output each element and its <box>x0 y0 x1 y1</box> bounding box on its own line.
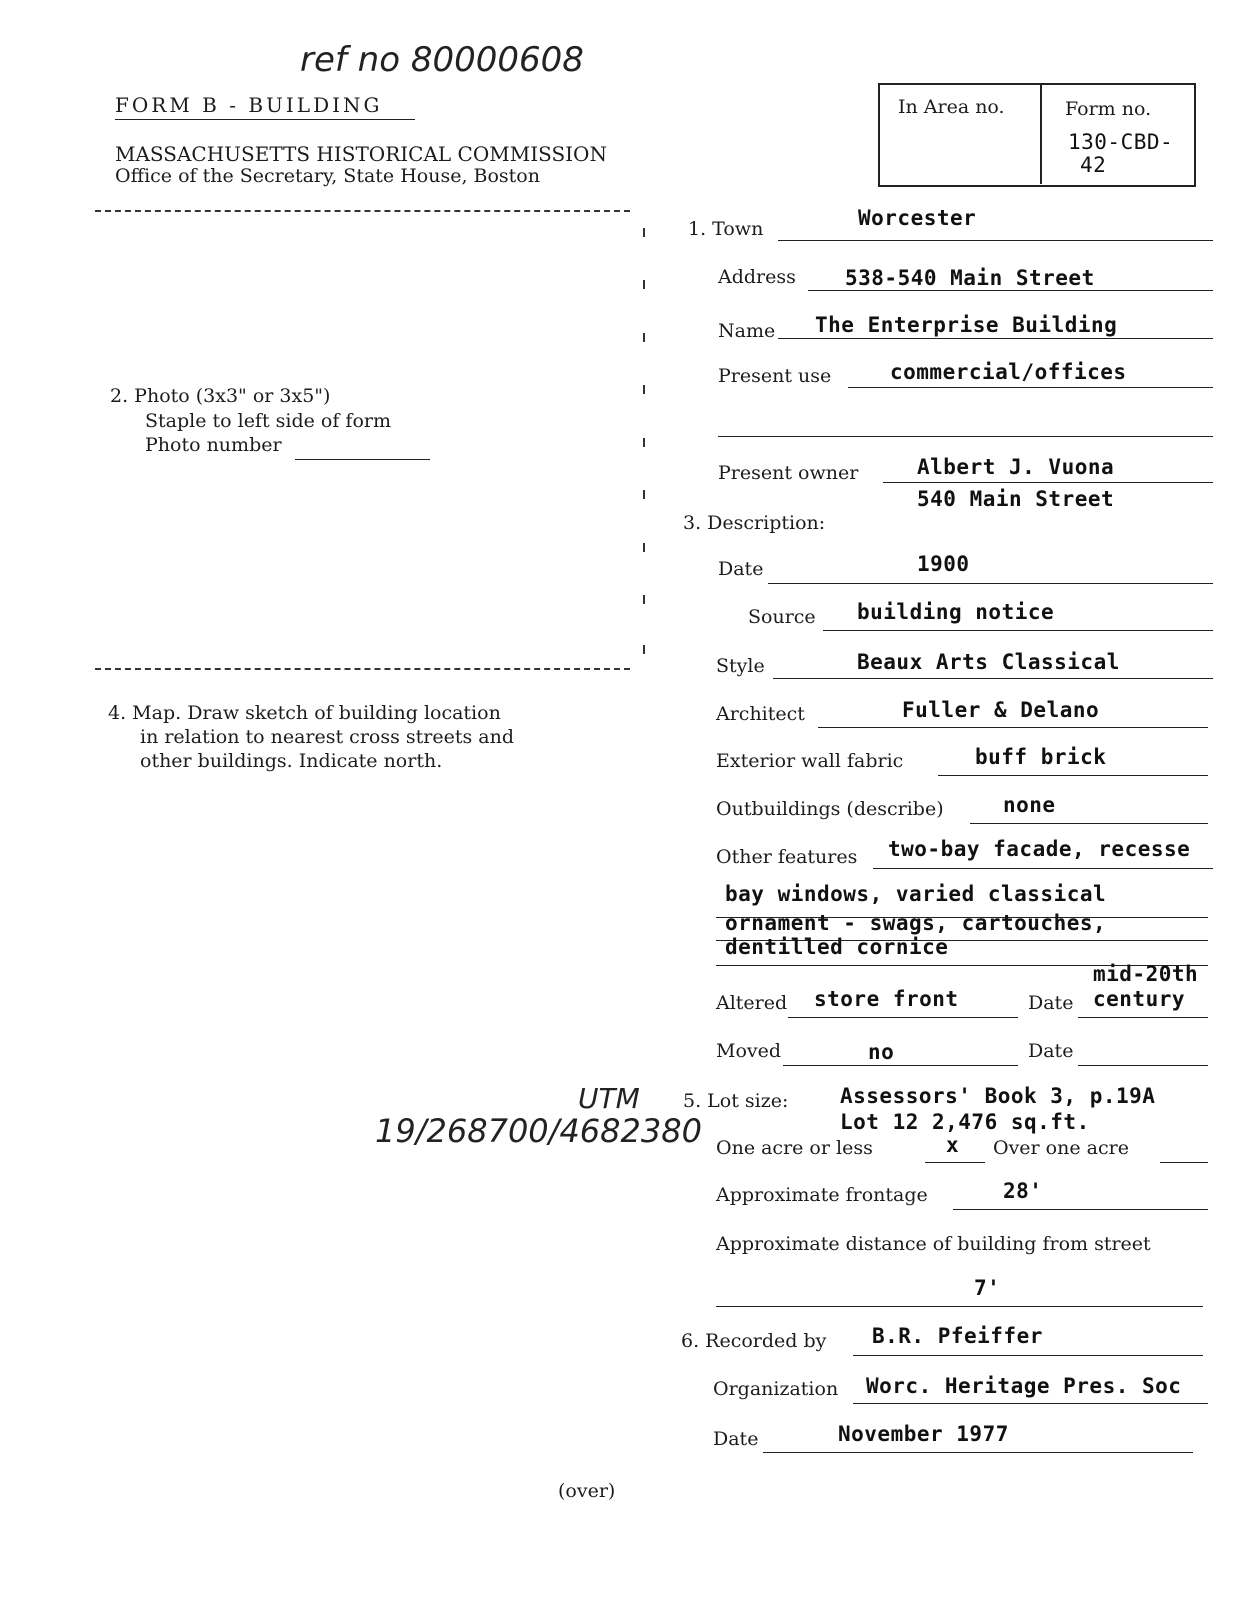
style-underline <box>773 678 1213 679</box>
altered-date-value-1[interactable]: mid-20th <box>1093 962 1199 986</box>
form-no-label: Form no. <box>1065 98 1152 120</box>
owner-address-value[interactable]: 540 Main Street <box>917 487 1115 511</box>
one-acre-mark[interactable]: x <box>946 1133 960 1157</box>
area-label: In Area no. <box>898 96 1005 118</box>
over-acre-underline <box>1160 1162 1208 1163</box>
photo-line-1: 2. Photo (3x3" or 3x5") <box>110 385 331 407</box>
column-tick <box>643 645 645 654</box>
lot-size-label: 5. Lot size: <box>683 1090 789 1112</box>
organization-label: Organization <box>713 1378 839 1400</box>
moved-underline <box>783 1065 1018 1066</box>
outbuildings-label: Outbuildings (describe) <box>716 798 944 820</box>
record-date-label: Date <box>713 1428 759 1450</box>
present-owner-label: Present owner <box>718 462 859 484</box>
utm-label: UTM <box>578 1082 640 1115</box>
over-acre-label: Over one acre <box>993 1137 1129 1159</box>
architect-label: Architect <box>716 703 805 725</box>
altered-value[interactable]: store front <box>814 987 959 1011</box>
address-value[interactable]: 538-540 Main Street <box>845 266 1095 290</box>
altered-date-value-2[interactable]: century <box>1093 987 1186 1011</box>
column-tick <box>643 595 645 604</box>
map-line-2: in relation to nearest cross streets and <box>140 726 514 748</box>
form-title-underline <box>115 119 415 120</box>
date-value[interactable]: 1900 <box>917 552 970 576</box>
moved-date-label: Date <box>1028 1040 1074 1062</box>
organization-value[interactable]: Worc. Heritage Pres. Soc <box>866 1374 1182 1398</box>
lot-size-value-2[interactable]: Lot 12 2,476 sq.ft. <box>840 1110 1090 1134</box>
one-acre-underline <box>925 1162 985 1163</box>
style-value[interactable]: Beaux Arts Classical <box>857 650 1120 674</box>
recorded-by-underline <box>853 1355 1203 1356</box>
column-tick <box>643 438 645 447</box>
name-underline <box>778 338 1213 339</box>
source-value[interactable]: building notice <box>857 600 1055 624</box>
address-label: Address <box>718 266 796 288</box>
photo-top-separator <box>95 210 630 212</box>
altered-date-underline <box>1078 1017 1208 1018</box>
moved-date-underline <box>1078 1065 1208 1066</box>
box-divider <box>1040 84 1042 184</box>
style-label: Style <box>716 655 765 677</box>
source-underline <box>823 630 1213 631</box>
record-date-value[interactable]: November 1977 <box>838 1422 1009 1446</box>
other-features-value-1[interactable]: two-bay facade, recesse <box>888 837 1191 861</box>
outbuildings-underline <box>970 823 1208 824</box>
frontage-underline <box>953 1209 1208 1210</box>
record-date-underline <box>763 1452 1193 1453</box>
handwritten-ref-no: ref no 80000608 <box>300 40 584 80</box>
altered-underline <box>788 1017 1018 1018</box>
exterior-label: Exterior wall fabric <box>716 750 904 772</box>
distance-label: Approximate distance of building from street <box>716 1233 1151 1255</box>
owner-underline <box>883 482 1213 483</box>
map-line-1: 4. Map. Draw sketch of building location <box>108 702 501 724</box>
other-features-label: Other features <box>716 846 858 868</box>
moved-label: Moved <box>716 1040 782 1062</box>
other-features-value-4[interactable]: dentilled cornice <box>725 935 949 959</box>
column-tick <box>643 385 645 394</box>
photo-line-2: Staple to left side of form <box>145 410 391 432</box>
organization-underline <box>853 1403 1208 1404</box>
recorded-by-label: 6. Recorded by <box>681 1330 827 1352</box>
present-use-value[interactable]: commercial/offices <box>890 360 1127 384</box>
commission-name: MASSACHUSETTS HISTORICAL COMMISSION <box>115 142 607 166</box>
form-no-value-2: 42 <box>1080 153 1107 177</box>
address-underline <box>808 290 1213 291</box>
present-use-label: Present use <box>718 365 832 387</box>
distance-underline <box>716 1306 1203 1307</box>
column-tick <box>643 543 645 552</box>
office-line: Office of the Secretary, State House, Boston <box>115 165 540 187</box>
source-label: Source <box>748 606 816 628</box>
column-tick <box>643 228 645 237</box>
other-features-underline-1 <box>873 868 1213 869</box>
lot-size-value-1[interactable]: Assessors' Book 3, p.19A <box>840 1084 1156 1108</box>
town-underline <box>778 240 1213 241</box>
present-use-underline <box>848 387 1213 388</box>
frontage-label: Approximate frontage <box>716 1184 928 1206</box>
other-features-value-3[interactable]: ornament - swags, cartouches, <box>725 911 1107 935</box>
architect-underline <box>818 727 1208 728</box>
present-use-underline-2 <box>718 436 1213 437</box>
outbuildings-value[interactable]: none <box>1003 793 1056 817</box>
description-label: 3. Description: <box>683 512 826 534</box>
altered-label: Altered <box>716 992 788 1014</box>
over-note: (over) <box>558 1480 616 1502</box>
owner-name-value[interactable]: Albert J. Vuona <box>917 455 1115 479</box>
frontage-value[interactable]: 28' <box>1003 1179 1043 1203</box>
photo-number-field[interactable] <box>295 459 430 460</box>
map-sketch-area[interactable] <box>95 780 625 1080</box>
utm-coordinates: 19/268700/4682380 <box>375 1112 702 1150</box>
date-label: Date <box>718 558 764 580</box>
form-no-value-1: 130-CBD- <box>1068 130 1174 154</box>
town-value[interactable]: Worcester <box>858 206 977 230</box>
recorded-by-value[interactable]: B.R. Pfeiffer <box>872 1324 1043 1348</box>
one-acre-label: One acre or less <box>716 1137 873 1159</box>
column-tick <box>643 280 645 289</box>
moved-value[interactable]: no <box>868 1040 895 1064</box>
name-label: Name <box>718 320 776 342</box>
altered-date-label: Date <box>1028 992 1074 1014</box>
column-tick <box>643 333 645 342</box>
exterior-underline <box>938 775 1208 776</box>
photo-line-3: Photo number <box>145 434 282 456</box>
map-top-separator <box>95 668 630 670</box>
other-features-value-2[interactable]: bay windows, varied classical <box>725 882 1107 906</box>
exterior-value[interactable]: buff brick <box>975 745 1107 769</box>
form-title: FORM B - BUILDING <box>115 93 383 117</box>
column-tick <box>643 490 645 499</box>
town-label: 1. Town <box>688 218 764 240</box>
date-underline <box>768 583 1213 584</box>
distance-value[interactable]: 7' <box>974 1276 1001 1300</box>
name-value[interactable]: The Enterprise Building <box>815 313 1118 337</box>
map-line-3: other buildings. Indicate north. <box>140 750 443 772</box>
architect-value[interactable]: Fuller & Delano <box>902 698 1100 722</box>
